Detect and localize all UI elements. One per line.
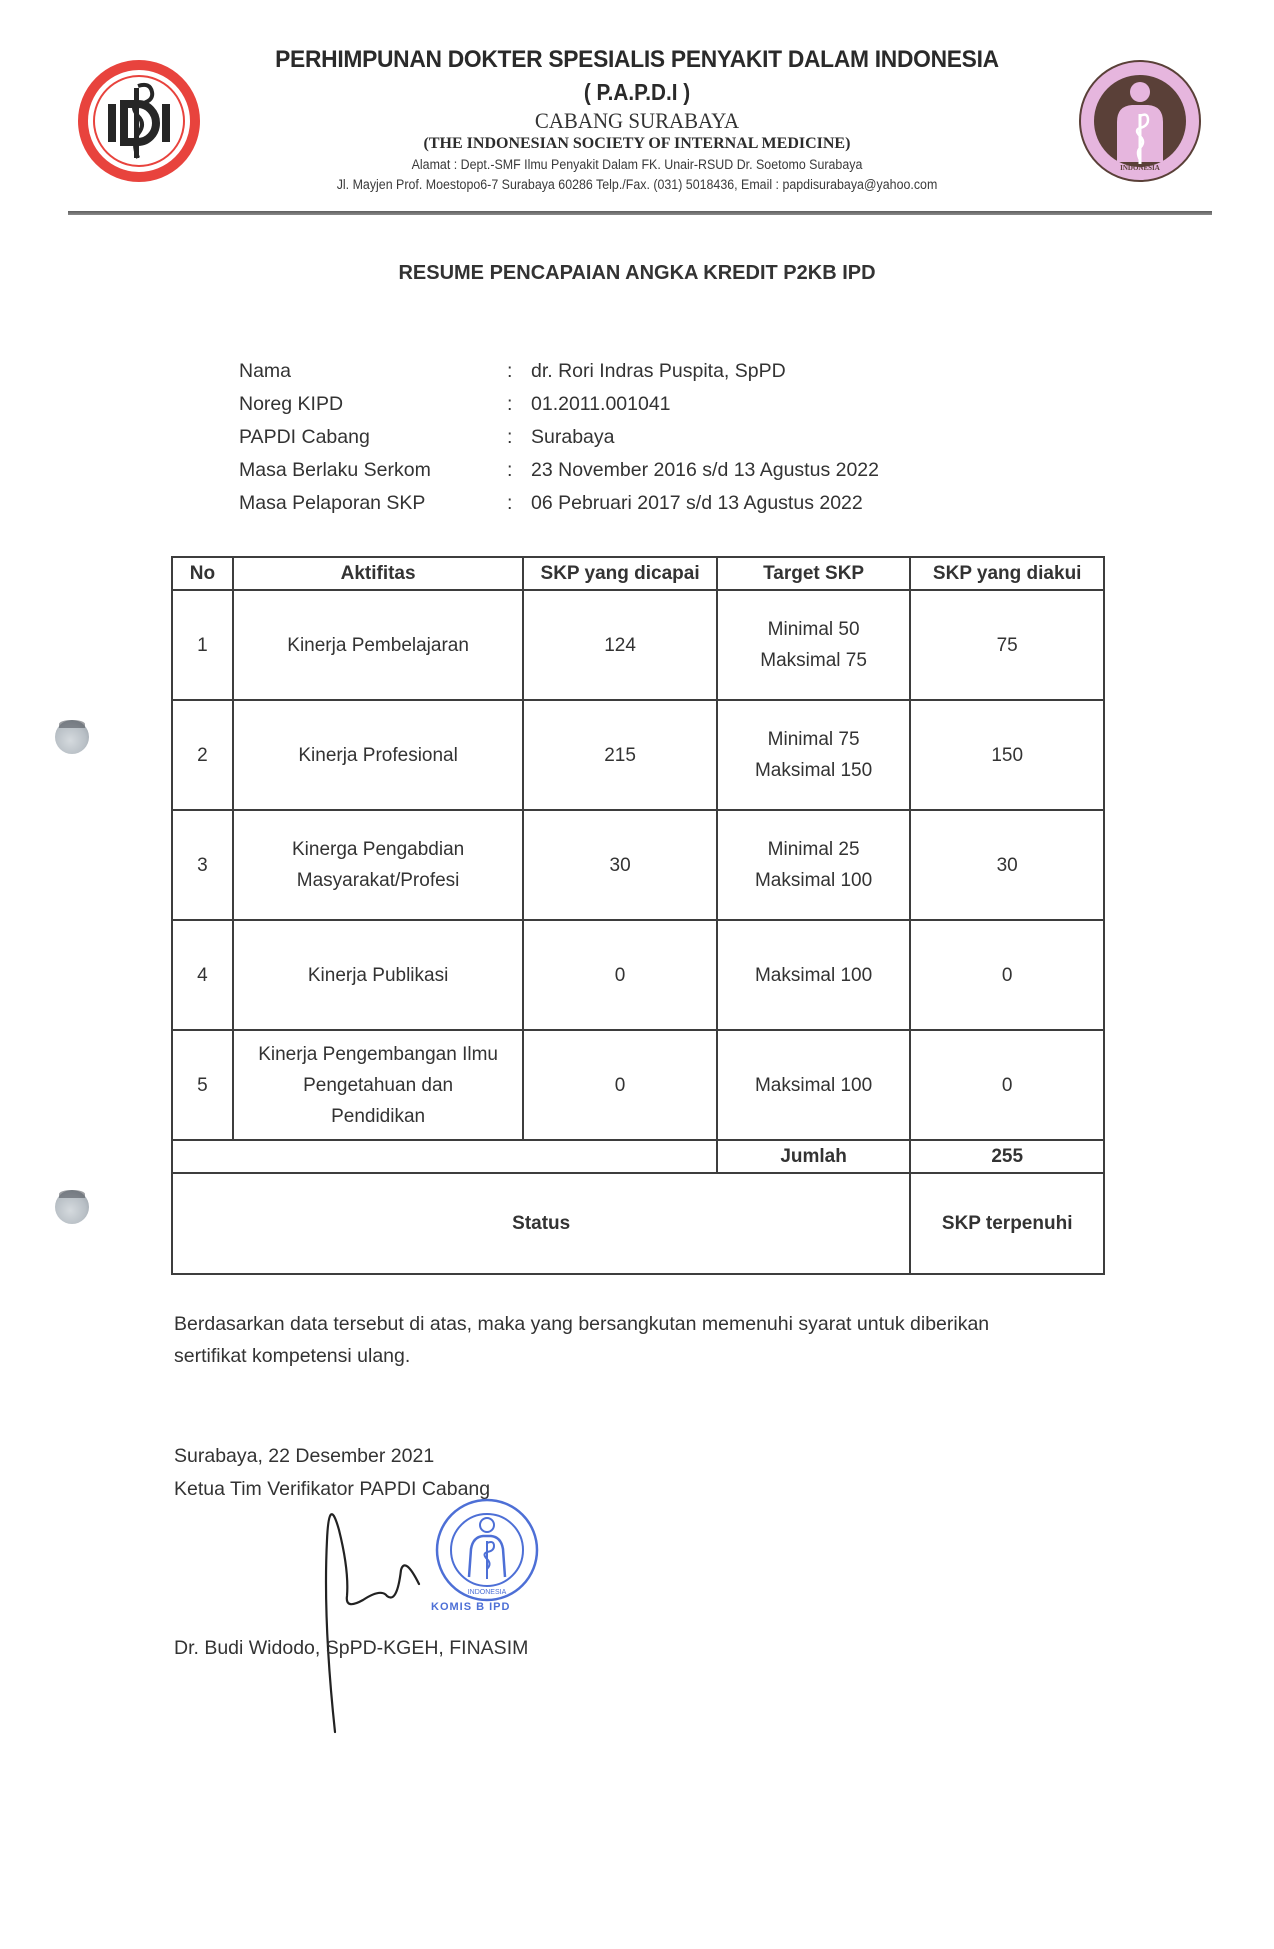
target-line: Maksimal 150 bbox=[754, 760, 873, 781]
identity-colon: : bbox=[507, 393, 513, 415]
place-date: Surabaya, 22 Desember 2021 bbox=[174, 1445, 435, 1467]
identity-value: 23 November 2016 s/d 13 Agustus 2022 bbox=[531, 459, 879, 481]
header-no: No bbox=[172, 557, 233, 590]
identity-value: 06 Pebruari 2017 s/d 13 Agustus 2022 bbox=[531, 492, 863, 514]
target-line: Maksimal 100 bbox=[754, 1074, 873, 1096]
activity-line: Kinerja Profesional bbox=[298, 744, 458, 766]
header-target-skp: Target SKP bbox=[717, 557, 911, 590]
activity-line: Kinerja Pembelajaran bbox=[287, 634, 469, 656]
skp-table bbox=[171, 556, 1105, 1275]
conclusion-paragraph bbox=[174, 1308, 1114, 1372]
identity-label: Masa Berlaku Serkom bbox=[239, 459, 431, 481]
table-row bbox=[172, 810, 1104, 920]
cell-achieved: 30 bbox=[523, 810, 716, 920]
identity-label: PAPDI Cabang bbox=[239, 426, 370, 448]
activity-line: Kinerja Publikasi bbox=[307, 964, 449, 986]
target-line: Maksimal 75 bbox=[760, 650, 867, 671]
identity-label: Nama bbox=[239, 360, 292, 382]
total-value: 255 bbox=[910, 1140, 1104, 1173]
identity-value: dr. Rori Indras Puspita, SpPD bbox=[531, 360, 786, 382]
cell-recognized: 30 bbox=[910, 810, 1104, 920]
cell-activity bbox=[233, 810, 523, 920]
total-blank-cell bbox=[172, 1140, 717, 1173]
activity-line: Pendidikan bbox=[331, 1105, 426, 1127]
conclusion-line-1: Berdasarkan data tersebut di atas, maka yang bersangkutan memenuhi syarat untuk diberikan bbox=[174, 1313, 990, 1335]
status-label: Status bbox=[172, 1173, 910, 1274]
cell-activity bbox=[233, 700, 523, 810]
activity-line: Kinerja Pengembangan Ilmu bbox=[258, 1043, 498, 1065]
identity-value: Surabaya bbox=[531, 426, 615, 448]
signer-name: Dr. Budi Widodo, SpPD-KGEH, FINASIM bbox=[174, 1637, 529, 1659]
identity-colon: : bbox=[507, 459, 513, 481]
cell-no: 5 bbox=[172, 1030, 233, 1140]
table-header-row bbox=[172, 557, 1104, 590]
handwritten-signature bbox=[315, 1500, 465, 1740]
target-line: Minimal 25 bbox=[767, 839, 860, 860]
cell-no: 3 bbox=[172, 810, 233, 920]
target-line: Maksimal 100 bbox=[754, 870, 873, 891]
cell-target bbox=[717, 920, 911, 1030]
cell-activity bbox=[233, 1030, 523, 1140]
org-address-line-2: Jl. Mayjen Prof. Moestopo6-7 Surabaya 60286 Telp./Fax. (031) 5018436, Email : papdisurabaya@yahoo.com bbox=[336, 177, 938, 192]
total-label: Jumlah bbox=[717, 1140, 911, 1173]
cell-activity bbox=[233, 590, 523, 700]
header-skp-dicapai: SKP yang dicapai bbox=[523, 557, 716, 590]
cell-recognized: 150 bbox=[910, 700, 1104, 810]
signer-role: Ketua Tim Verifikator PAPDI Cabang bbox=[174, 1478, 491, 1500]
table-row bbox=[172, 920, 1104, 1030]
activity-line: Masyarakat/Profesi bbox=[296, 870, 460, 891]
table-row bbox=[172, 1030, 1104, 1140]
cell-target bbox=[717, 700, 911, 810]
header-aktifitas: Aktifitas bbox=[233, 557, 523, 590]
stamp-caption: KOMIS B IPD bbox=[431, 1601, 511, 1613]
header-skp-diakui: SKP yang diakui bbox=[910, 557, 1104, 590]
cell-target bbox=[717, 1030, 911, 1140]
activity-line: Kinerga Pengabdian bbox=[292, 839, 465, 860]
status-value: SKP terpenuhi bbox=[910, 1173, 1104, 1274]
cell-achieved: 0 bbox=[523, 920, 716, 1030]
cell-no: 2 bbox=[172, 700, 233, 810]
cell-recognized: 75 bbox=[910, 590, 1104, 700]
target-line: Minimal 75 bbox=[767, 729, 860, 750]
org-abbreviation: ( P.A.P.D.I ) bbox=[583, 79, 691, 105]
target-line: Maksimal 100 bbox=[754, 964, 873, 986]
identity-value: 01.2011.001041 bbox=[531, 393, 671, 415]
svg-text:INDONESIA: INDONESIA bbox=[1120, 164, 1160, 172]
activity-line: Pengetahuan dan bbox=[303, 1074, 454, 1096]
hole-punch-bottom bbox=[55, 1190, 89, 1224]
target-line: Minimal 50 bbox=[767, 619, 860, 640]
cell-achieved: 215 bbox=[523, 700, 716, 810]
identity-colon: : bbox=[507, 360, 513, 382]
identity-colon: : bbox=[507, 492, 513, 514]
table-row bbox=[172, 700, 1104, 810]
cell-recognized: 0 bbox=[910, 920, 1104, 1030]
org-branch: CABANG SURABAYA bbox=[534, 108, 740, 133]
conclusion-line-2: sertifikat kompetensi ulang. bbox=[174, 1345, 411, 1367]
svg-text:INDONESIA: INDONESIA bbox=[467, 1589, 507, 1596]
cell-achieved: 0 bbox=[523, 1030, 716, 1140]
identity-label: Masa Pelaporan SKP bbox=[239, 492, 426, 514]
cell-target bbox=[717, 590, 911, 700]
letterhead-divider bbox=[68, 211, 1212, 215]
cell-target bbox=[717, 810, 911, 920]
org-english-name: (THE INDONESIAN SOCIETY OF INTERNAL MEDICINE) bbox=[423, 135, 851, 152]
org-address-line-1: Alamat : Dept.-SMF Ilmu Penyakit Dalam FK. Unair-RSUD Dr. Soetomo Surabaya bbox=[411, 157, 863, 172]
cell-achieved: 124 bbox=[523, 590, 716, 700]
identity-colon: : bbox=[507, 426, 513, 448]
table-row bbox=[172, 590, 1104, 700]
hole-punch-top bbox=[55, 720, 89, 754]
identity-label: Noreg KIPD bbox=[239, 393, 344, 415]
document-title: RESUME PENCAPAIAN ANGKA KREDIT P2KB IPD bbox=[398, 262, 876, 284]
cell-no: 4 bbox=[172, 920, 233, 1030]
cell-no: 1 bbox=[172, 590, 233, 700]
status-row bbox=[172, 1173, 1104, 1274]
org-name: PERHIMPUNAN DOKTER SPESIALIS PENYAKIT DALAM INDONESIA bbox=[275, 46, 999, 73]
cell-activity bbox=[233, 920, 523, 1030]
cell-recognized: 0 bbox=[910, 1030, 1104, 1140]
total-row bbox=[172, 1140, 1104, 1173]
